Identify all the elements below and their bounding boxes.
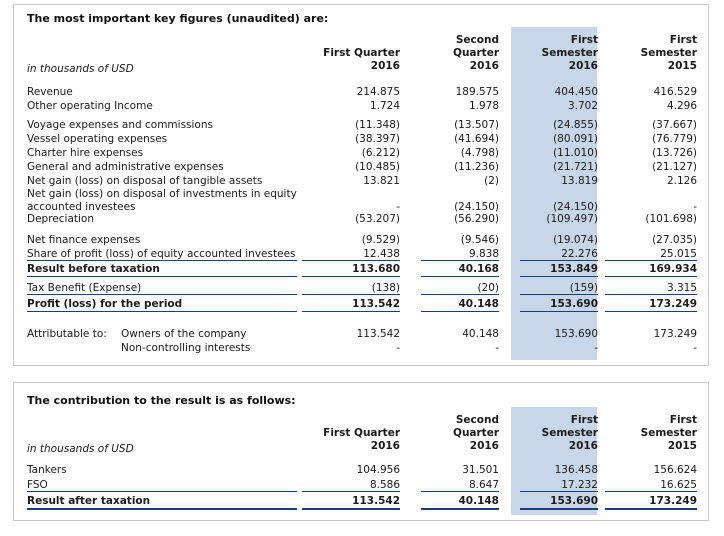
cell-value: 31.501 — [462, 464, 499, 476]
cell-value: (11.010) — [553, 147, 598, 159]
column-header: Semester — [640, 47, 697, 59]
cell-value: (10.485) — [355, 161, 400, 173]
cell-value: 1.724 — [369, 100, 400, 112]
column-header: First — [669, 414, 697, 426]
cell-value: (9.529) — [361, 234, 400, 246]
cell-value: (53.207) — [355, 213, 400, 225]
total-value: 153.690 — [550, 495, 598, 507]
cell-value: (20) — [477, 282, 499, 294]
cell-value: 25.015 — [660, 248, 697, 260]
column-header: 2016 — [568, 60, 598, 72]
cell-value: (13.726) — [652, 147, 697, 159]
cell-value: 16.625 — [660, 479, 697, 491]
row-label: Owners of the company — [121, 328, 247, 340]
cell-value: 156.624 — [653, 464, 697, 476]
cell-value: 8.586 — [369, 479, 400, 491]
unit-label: in thousands of USD — [27, 63, 134, 75]
cell-value: (76.779) — [652, 133, 697, 145]
cell-value: 8.647 — [468, 479, 499, 491]
cell-value: (37.667) — [652, 119, 697, 131]
cell-value: (21.721) — [553, 161, 598, 173]
cell-value: (2) — [484, 175, 499, 187]
total-value: 169.934 — [649, 263, 697, 275]
column-rule — [302, 276, 400, 277]
total-row-label: Profit (loss) for the period — [27, 298, 183, 310]
cell-value: 173.249 — [653, 328, 697, 340]
column-header: 2016 — [469, 60, 499, 72]
column-rule — [520, 491, 598, 492]
cell-value: 3.315 — [666, 282, 697, 294]
row-label: General and administrative expenses — [27, 161, 224, 173]
cell-value: (109.497) — [546, 213, 598, 225]
column-rule — [302, 508, 400, 510]
cell-value: 4.296 — [666, 100, 697, 112]
row-label: Voyage expenses and commissions — [27, 119, 213, 131]
column-rule — [520, 508, 598, 510]
total-value: 153.690 — [550, 298, 598, 310]
column-header: Semester — [640, 427, 697, 439]
contribution-title: The contribution to the result is as follows: — [27, 394, 296, 407]
cell-value: - — [693, 342, 697, 354]
cell-value: 153.690 — [554, 328, 598, 340]
row-label: Net gain (loss) on disposal of investments in equity — [27, 188, 297, 200]
column-header: Second — [455, 414, 499, 426]
row-label: Vessel operating expenses — [27, 133, 168, 145]
cell-value: (101.698) — [645, 213, 697, 225]
cell-value: (41.694) — [454, 133, 499, 145]
cell-value: (80.091) — [553, 133, 598, 145]
cell-value: 416.529 — [653, 86, 697, 98]
row-label: FSO — [27, 479, 48, 491]
cell-value: (13.507) — [454, 119, 499, 131]
cell-value: (4.798) — [460, 147, 499, 159]
label-rule — [27, 294, 297, 295]
total-value: 173.249 — [649, 298, 697, 310]
cell-value: (11.348) — [355, 119, 400, 131]
column-header: 2015 — [667, 60, 697, 72]
column-header: 2015 — [667, 440, 697, 452]
attributable-label: Attributable to: — [27, 328, 107, 340]
column-rule — [605, 508, 697, 510]
column-rule — [302, 491, 400, 492]
total-value: 173.249 — [649, 495, 697, 507]
cell-value: - — [594, 342, 598, 354]
row-label: Tax Benefit (Expense) — [27, 282, 142, 294]
total-value: 40.148 — [458, 495, 499, 507]
total-value: 40.148 — [458, 298, 499, 310]
total-row-label: Result after taxation — [27, 495, 151, 507]
cell-value: 13.821 — [363, 175, 400, 187]
cell-value: (6.212) — [361, 147, 400, 159]
cell-value: 2.126 — [666, 175, 697, 187]
row-label: Revenue — [27, 86, 73, 98]
row-label: Net gain (loss) on disposal of tangible assets — [27, 175, 263, 187]
row-label: Depreciation — [27, 213, 94, 225]
cell-value: 40.148 — [462, 328, 499, 340]
label-rule — [27, 260, 297, 261]
row-label: Non-controlling interests — [121, 342, 251, 354]
row-label: Charter hire expenses — [27, 147, 144, 159]
label-rule — [27, 311, 297, 312]
column-rule — [605, 491, 697, 492]
column-rule — [605, 311, 697, 312]
total-value: 153.849 — [550, 263, 598, 275]
column-header: First Quarter — [323, 427, 400, 439]
column-header: 2016 — [568, 440, 598, 452]
column-rule — [421, 294, 499, 295]
column-header: First Quarter — [323, 47, 400, 59]
column-rule — [520, 276, 598, 277]
total-value: 113.542 — [352, 495, 400, 507]
cell-value: 404.450 — [554, 86, 598, 98]
row-label: accounted investees — [27, 201, 136, 213]
column-header: Quarter — [453, 47, 499, 59]
cell-value: 3.702 — [567, 100, 598, 112]
total-row-label: Result before taxation — [27, 263, 160, 275]
column-header: Semester — [541, 47, 598, 59]
column-header: 2016 — [370, 440, 400, 452]
column-rule — [421, 311, 499, 312]
cell-value: 13.819 — [561, 175, 598, 187]
cell-value: - — [396, 342, 400, 354]
cell-value: 104.956 — [356, 464, 400, 476]
cell-value: 9.838 — [468, 248, 499, 260]
column-header: Quarter — [453, 427, 499, 439]
column-rule — [605, 260, 697, 261]
cell-value: 1.978 — [468, 100, 499, 112]
cell-value: (27.035) — [652, 234, 697, 246]
column-rule — [605, 294, 697, 295]
column-header: Second — [455, 34, 499, 46]
row-label: Other operating Income — [27, 100, 153, 112]
total-value: 113.680 — [352, 263, 400, 275]
row-label: Tankers — [27, 464, 67, 476]
row-label: Share of profit (loss) of equity accounted investees — [27, 248, 296, 260]
column-rule — [520, 294, 598, 295]
cell-value: (38.397) — [355, 133, 400, 145]
column-rule — [520, 260, 598, 261]
cell-value: 12.438 — [363, 248, 400, 260]
column-header: First — [570, 34, 598, 46]
label-rule — [27, 508, 297, 510]
cell-value: (21.127) — [652, 161, 697, 173]
cell-value: 136.458 — [554, 464, 598, 476]
cell-value: (159) — [569, 282, 598, 294]
cell-value: (24.150) — [553, 201, 598, 213]
cell-value: (9.546) — [460, 234, 499, 246]
cell-value: (56.290) — [454, 213, 499, 225]
cell-value: 22.276 — [561, 248, 598, 260]
cell-value: (19.074) — [553, 234, 598, 246]
cell-value: 17.232 — [561, 479, 598, 491]
label-rule — [27, 276, 297, 277]
column-rule — [421, 508, 499, 510]
column-rule — [302, 294, 400, 295]
column-header: 2016 — [370, 60, 400, 72]
total-value: 40.168 — [458, 263, 499, 275]
label-rule — [27, 491, 297, 492]
cell-value: (24.150) — [454, 201, 499, 213]
total-value: 113.542 — [352, 298, 400, 310]
column-rule — [302, 311, 400, 312]
column-header: First — [570, 414, 598, 426]
cell-value: - — [396, 201, 400, 213]
column-rule — [421, 260, 499, 261]
cell-value: 189.575 — [455, 86, 499, 98]
cell-value: - — [693, 201, 697, 213]
column-rule — [421, 491, 499, 492]
cell-value: - — [495, 342, 499, 354]
column-header: 2016 — [469, 440, 499, 452]
cell-value: (24.855) — [553, 119, 598, 131]
column-header: Semester — [541, 427, 598, 439]
cell-value: (11.236) — [454, 161, 499, 173]
column-rule — [302, 260, 400, 261]
cell-value: (138) — [371, 282, 400, 294]
key-figures-title: The most important key figures (unaudited) are: — [27, 12, 329, 25]
column-header: First — [669, 34, 697, 46]
cell-value: 214.875 — [356, 86, 400, 98]
column-rule — [520, 311, 598, 312]
column-rule — [605, 276, 697, 277]
unit-label: in thousands of USD — [27, 443, 134, 455]
cell-value: 113.542 — [356, 328, 400, 340]
row-label: Net finance expenses — [27, 234, 141, 246]
column-rule — [421, 276, 499, 277]
